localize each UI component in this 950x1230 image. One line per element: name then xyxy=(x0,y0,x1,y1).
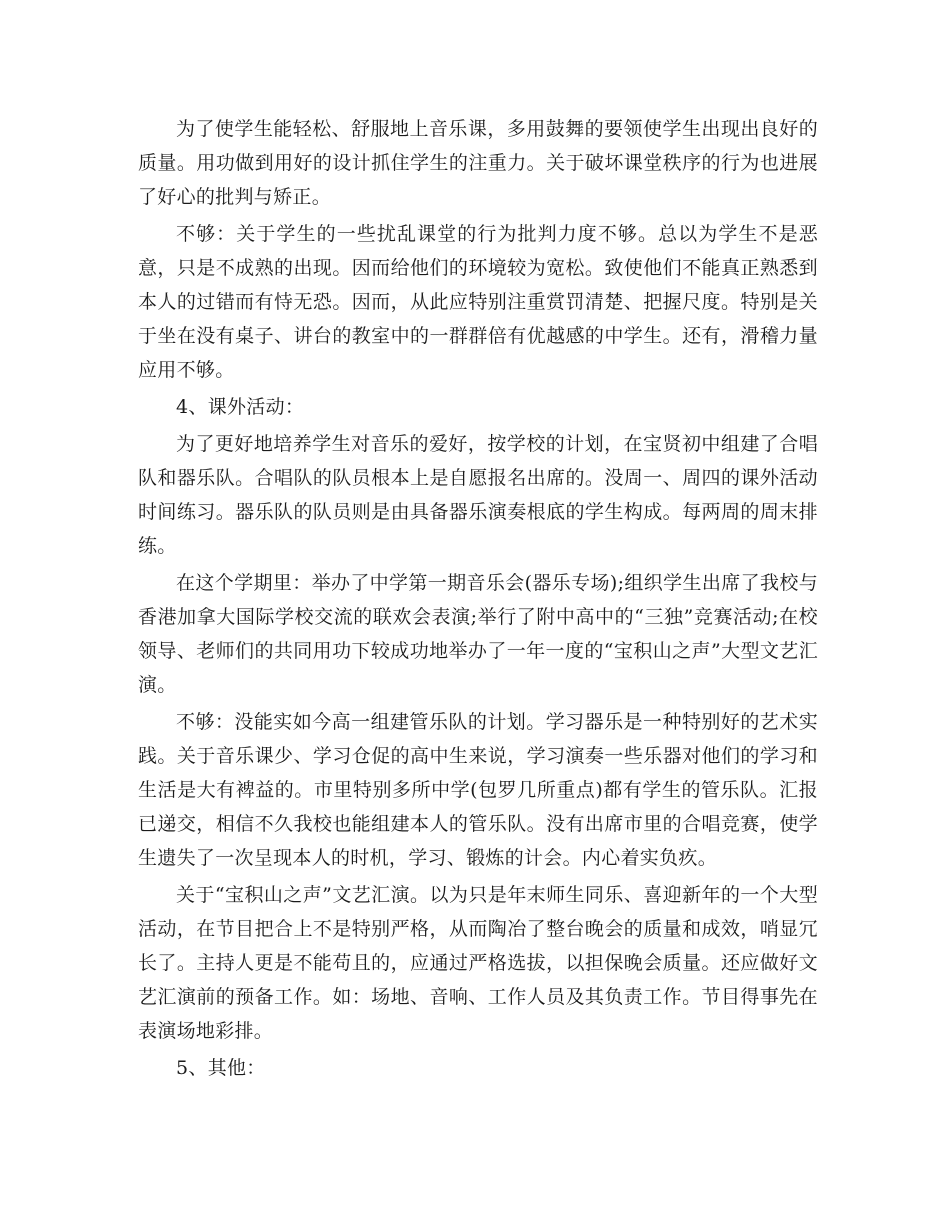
section-heading-extracurricular: 4、课外活动： xyxy=(176,396,305,418)
document-body xyxy=(138,112,818,1088)
paragraph-choir-band: 为了更好地培养学生对音乐的爱好，按学校的计划，在宝贤初中组建了合唱队和器乐队。合唱队的队员根本上是自愿报名出席的。没周一、周四的课外活动时间练习。器乐队的队员则是由具备器乐演奏根底的学生构成。每两周的周末排练。 xyxy=(138,433,818,557)
paragraph-semester-events: 在这个学期里：举办了中学第一期音乐会(器乐专场);组织学生出席了我校与香港加拿大国际学校交流的联欢会表演;举行了附中高中的“三独”竞赛活动;在校领导、老师们的共同用功下较成功地举办了一年一度的“宝积山之声”大型文艺汇演。 xyxy=(138,572,818,696)
paragraph-art-performance: 关于“宝积山之声”文艺汇演。以为只是年末师生同乐、喜迎新年的一个大型活动，在节目把合上不是特别严格，从而陶冶了整台晚会的质量和成效，哨显冗长了。主持人更是不能苟且的，应通过严格选拔，以担保晚会质量。还应做好文艺汇演前的预备工作。如：场地、音响、工作人员及其负责工作。节目得事先在表演场地彩排。 xyxy=(138,884,818,1042)
section-heading-other: 5、其他： xyxy=(176,1057,266,1079)
paragraph-shortcoming-discipline: 不够：关于学生的一些扰乱课堂的行为批判力度不够。总以为学生不是恶意，只是不成熟的出现。因而给他们的环境较为宽松。致使他们不能真正熟悉到本人的过错而有恃无恐。因而，从此应特别注重赏罚清楚、把握尺度。特别是关于坐在没有桌子、讲台的教室中的一群群倍有优越感的中学生。还有，滑稽力量应用不够。 xyxy=(138,223,818,381)
paragraph-teaching-method: 为了使学生能轻松、舒服地上音乐课，多用鼓舞的要领使学生出现出良好的质量。用功做到用好的设计抓住学生的注重力。关于破坏课堂秩序的行为也进展了好心的批判与矫正。 xyxy=(138,118,818,208)
paragraph-shortcoming-band: 不够：没能实如今高一组建管乐队的计划。学习器乐是一种特别好的艺术实践。关于音乐课少、学习仓促的高中生来说，学习演奏一些乐器对他们的学习和生活是大有裨益的。市里特别多所中学(包罗几所重点)都有学生的管乐队。汇报已递交，相信不久我校也能组建本人的管乐队。没有出席市里的合唱竞赛，使学生遗失了一次呈现本人的时机，学习、锻炼的计会。内心着实负疚。 xyxy=(138,711,818,869)
